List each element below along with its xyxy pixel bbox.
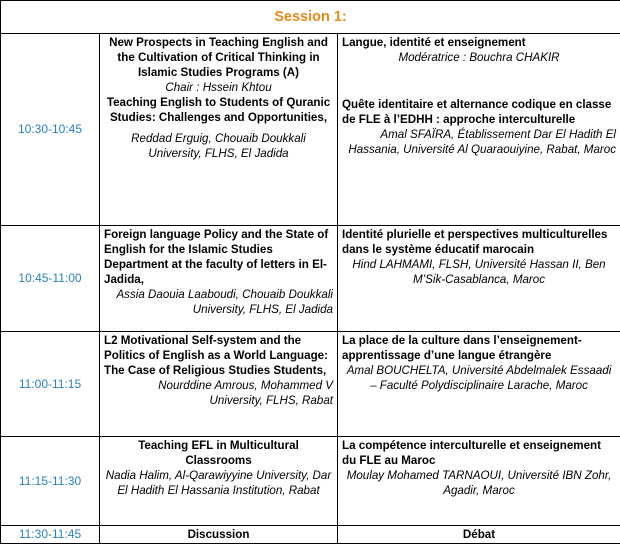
french-session-cell bbox=[338, 331, 620, 437]
table-row bbox=[1, 525, 620, 543]
english-session-cell bbox=[100, 34, 338, 226]
english-session-cell bbox=[100, 331, 338, 437]
english-talk-author: Reddad Erguig, Chouaib Doukkali University, FLHS, El Jadida bbox=[131, 132, 306, 161]
time-slot: 10:30-10:45 bbox=[1, 34, 100, 226]
english-session-cell bbox=[100, 437, 338, 525]
table-row bbox=[1, 331, 620, 437]
time-slot: 11:15-11:30 bbox=[1, 437, 100, 525]
table-row bbox=[1, 226, 620, 332]
french-talk-title: Quête identitaire et alternance codique en classe de FLE à l’EDHH : approche interculturelle bbox=[342, 98, 612, 127]
debat-label: Débat bbox=[338, 525, 620, 543]
time-slot: 11:00-11:15 bbox=[1, 331, 100, 437]
english-talk-title: Teaching EFL in Multicultural Classrooms bbox=[138, 439, 299, 468]
time-slot: 10:45-11:00 bbox=[1, 226, 100, 332]
discussion-label: Discussion bbox=[100, 525, 338, 543]
session-header-row bbox=[1, 1, 620, 34]
french-talk-title: La place de la culture dans l’enseignement-apprentissage d’une langue étrangère bbox=[342, 333, 582, 362]
french-panel-moderator: Modératrice : Bouchra CHAKIR bbox=[398, 51, 560, 65]
english-talk-author: Nourddine Amrous, Mohammed V University, FLHS, Rabat bbox=[158, 378, 333, 407]
session-title: Session 1: bbox=[1, 1, 620, 34]
english-talk-author: Assia Daouia Laaboudi, Chouaib Doukkali University, FLHS, El Jadida bbox=[116, 288, 333, 317]
french-talk-title: La compétence interculturelle et enseignement du FLE au Maroc bbox=[342, 439, 602, 468]
table-row bbox=[1, 34, 620, 226]
english-session-cell bbox=[100, 226, 338, 332]
french-talk-author: Moulay Mohamed TARNAOUI, Université IBN Zohr, Agadir, Maroc bbox=[346, 469, 612, 498]
french-panel-title: Langue, identité et enseignement bbox=[342, 36, 526, 50]
french-talk-author: Amal SFAÏRA, Établissement Dar El Hadith El Hassania, Université Al Quaraouiyine, Rabat, Maroc bbox=[348, 128, 617, 157]
english-talk-title: Teaching English to Students of Quranic Studies: Challenges and Opportunities, bbox=[106, 96, 331, 125]
french-talk-author: Amal BOUCHELTA, Université Abdelmalek Essaadi – Faculté Polydisciplinaire Larache, Maroc bbox=[346, 363, 612, 392]
english-talk-author: Nadia Halim, Al-Qarawiyyine University, Dar El Hadith El Hassania Institution, Rabat bbox=[105, 469, 332, 498]
french-session-cell bbox=[338, 34, 620, 226]
english-talk-title: L2 Motivational Self-system and the Politics of English as a World Language: The Case of Religious Studies Students, bbox=[104, 333, 328, 377]
english-talk-title: Foreign language Policy and the State of English for the Islamic Studies Department at the faculty of letters in El-Jadida, bbox=[104, 228, 329, 287]
time-slot: 11:30-11:45 bbox=[1, 525, 100, 543]
french-talk-author: Hind LAHMAMI, FLSH, Université Hassan II, Ben M’Sik-Casablanca, Maroc bbox=[352, 258, 606, 287]
french-session-cell bbox=[338, 437, 620, 525]
english-panel-chair: Chair : Hssein Khtou bbox=[165, 81, 272, 95]
french-talk-title: Identité plurielle et perspectives multiculturelles dans le système éducatif marocain bbox=[342, 228, 608, 257]
table-row bbox=[1, 437, 620, 525]
spacer bbox=[342, 65, 616, 97]
english-panel-title: New Prospects in Teaching English and the Cultivation of Critical Thinking in Islamic Studies Programs (A) bbox=[109, 36, 328, 80]
french-session-cell bbox=[338, 226, 620, 332]
